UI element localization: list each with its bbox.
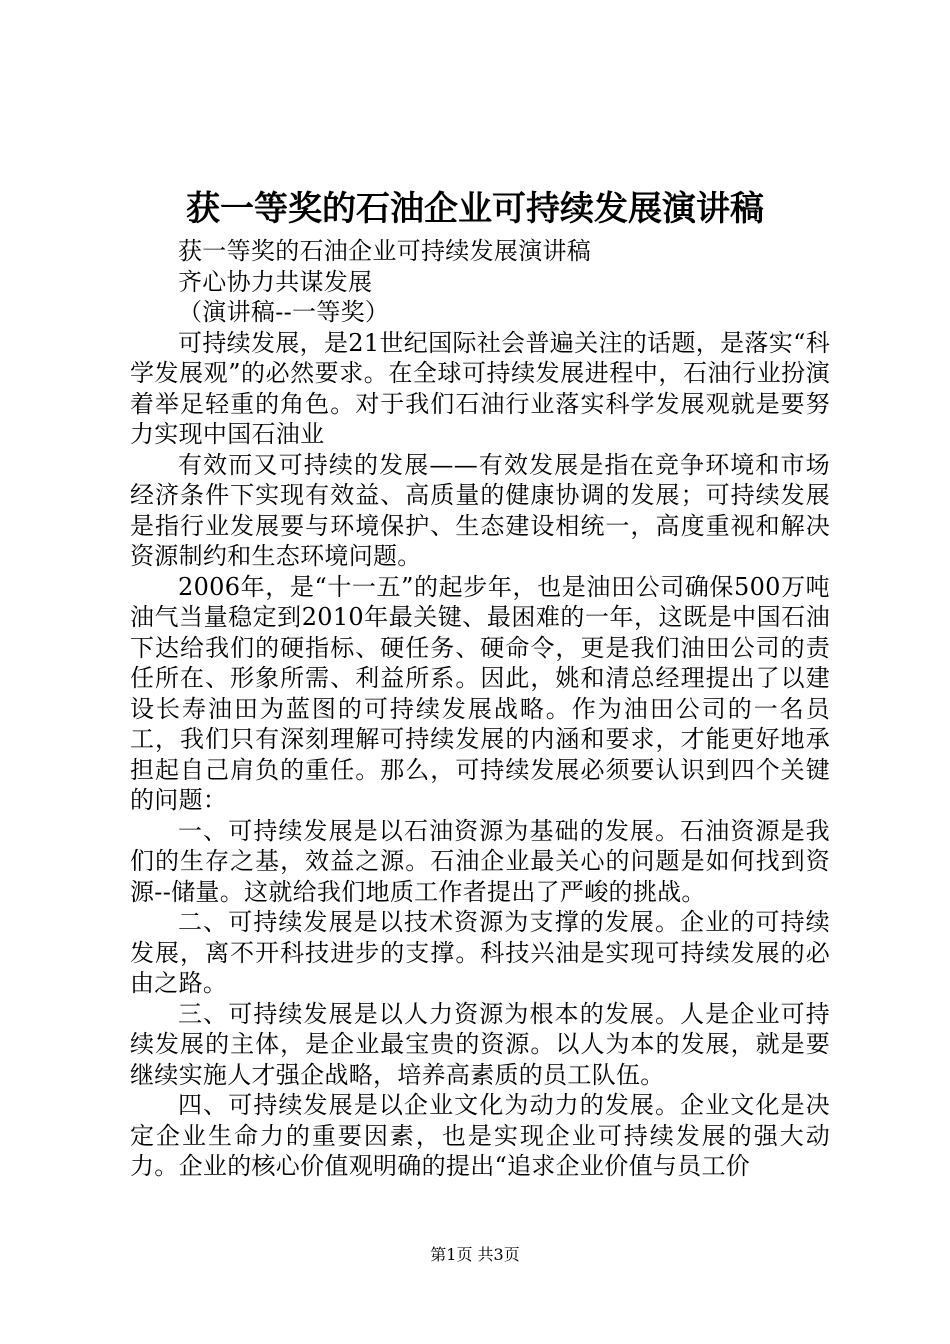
- document-title: 获一等奖的石油企业可持续发展演讲稿: [186, 189, 764, 229]
- paragraph: 三、可持续发展是以人力资源为根本的发展。人是企业可持续发展的主体，是企业最宝贵的资源。以人为本的发展，就是要继续实施人才强企战略，培养高素质的员工队伍。: [130, 999, 830, 1089]
- paragraph: 2006年，是“十一五”的起步年，也是油田公司确保500万吨油气当量稳定到2010年最关键、最困难的一年，这既是中国石油下达给我们的硬指标、硬任务、硬命令，更是我们油田公司的责任所在、形象所需、利益所系。因此，姚和清总经理提出了以建设长寿油田为蓝图的可持续发展战略。作为油田公司的一名员工，我们只有深刻理解可持续发展的内涵和要求，才能更好地承担起自己肩负的重任。那么，可持续发展必须要认识到四个关键的问题：: [130, 572, 830, 814]
- paragraph: 有效而又可持续的发展——有效发展是指在竞争环境和市场经济条件下实现有效益、高质量的健康协调的发展；可持续发展是指行业发展要与环境保护、生态建设相统一，高度重视和解决资源制约和生态环境问题。: [130, 450, 830, 570]
- paragraph-heading: 齐心协力共谋发展: [178, 267, 373, 296]
- paragraph-subtitle: 获一等奖的石油企业可持续发展演讲稿: [178, 237, 592, 265]
- paragraph: 可持续发展，是21世纪国际社会普遍关注的话题，是落实“科学发展观”的必然要求。在全球可持续发展进程中，石油行业扮演着举足轻重的角色。对于我们石油行业落实科学发展观就是要努力实现中国石油业: [130, 328, 830, 448]
- paragraph: 一、可持续发展是以石油资源为基础的发展。石油资源是我们的生存之基，效益之源。石油企业最关心的问题是如何找到资源--储量。这就给我们地质工作者提出了严峻的挑战。: [130, 816, 830, 906]
- page-footer: 第1页 共3页: [430, 1245, 520, 1264]
- paragraph: 四、可持续发展是以企业文化为动力的发展。企业文化是决定企业生命力的重要因素，也是实现企业可持续发展的强大动力。企业的核心价值观明确的提出“追求企业价值与员工价: [130, 1091, 830, 1180]
- paragraph-note: （演讲稿--一等奖）: [178, 298, 390, 326]
- document-body: [130, 236, 830, 1182]
- paragraph: 二、可持续发展是以技术资源为支撑的发展。企业的可持续发展，离不开科技进步的支撑。科技兴油是实现可持续发展的必由之路。: [130, 908, 830, 997]
